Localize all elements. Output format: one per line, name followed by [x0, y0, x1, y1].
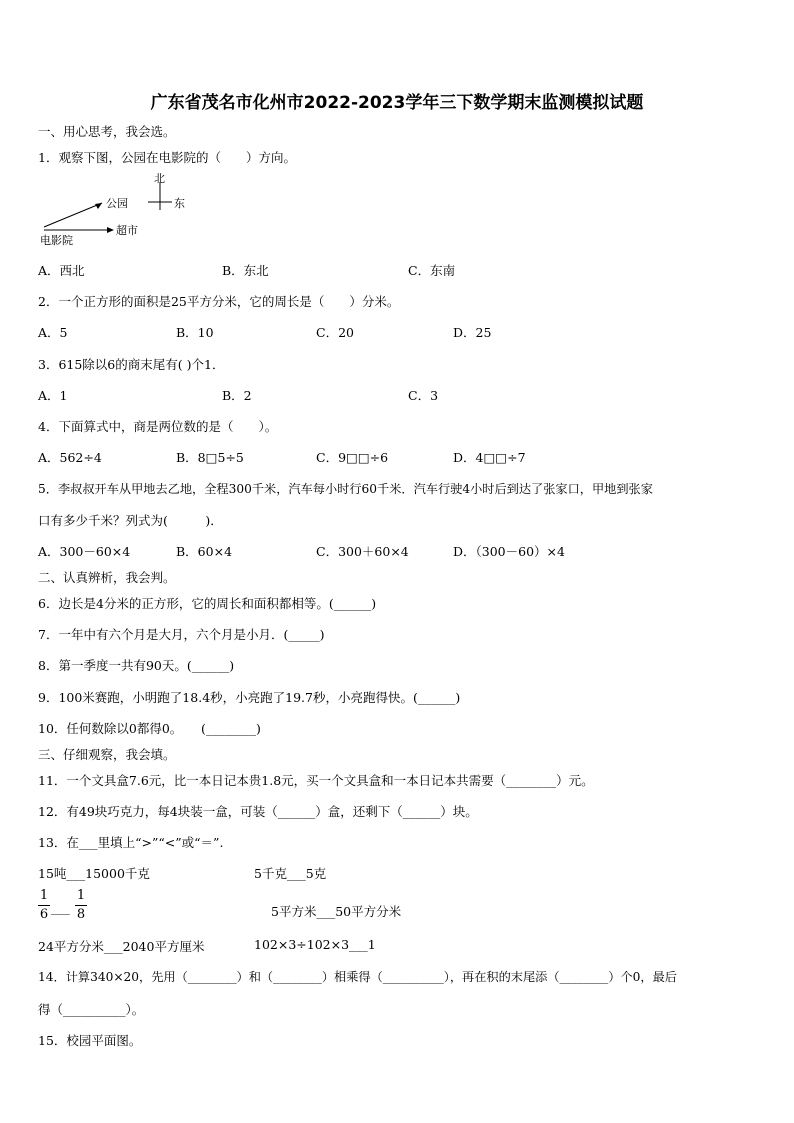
park-label: 公园: [106, 197, 128, 210]
question-10: 10．任何数除以0都得0。 (________): [38, 721, 261, 736]
question-8: 8．第一季度一共有90天。(______): [38, 658, 235, 673]
question-14-line-1: 14．计算340×20，先用（________）和（________）相乘得（__________），再在积的末尾添（________）个0，最后: [38, 970, 677, 984]
section-heading-3: 三、仔细观察，我会填。: [38, 747, 176, 762]
question-2: 2．一个正方形的面积是25平方分米，它的周长是（ ）分米。: [38, 294, 400, 309]
fraction-right-bar: [75, 905, 87, 906]
section-heading-2: 二、认真辨析，我会判。: [38, 570, 176, 585]
q4-option-b: B．8□5÷5: [176, 450, 244, 465]
arrow-to-park: [44, 203, 102, 227]
q1-option-c: C．东南: [408, 263, 456, 278]
question-9: 9．100米赛跑，小明跑了18.4秒，小亮跑了19.7秒，小亮跑得快。(______): [38, 690, 461, 705]
fraction-left-bar: [38, 905, 50, 906]
q4-option-d: D．4□□÷7: [453, 450, 526, 465]
fraction-left-denominator: 6: [39, 907, 49, 922]
fraction-right-denominator: 8: [76, 907, 86, 922]
question-15: 15．校园平面图。: [38, 1033, 142, 1048]
question-5-line-1: 5．李叔叔开车从甲地去乙地，全程300千米，汽车每小时行60千米．汽车行驶4小时后到达了张家口，甲地到张家: [38, 482, 653, 496]
q5-option-d: D．（300－60）×4: [453, 544, 565, 559]
q5-option-c: C．300＋60×4: [316, 544, 409, 559]
question-3: 3．615除以6的商末尾有( )个1．: [38, 357, 225, 372]
q13-fraction-left: [38, 888, 50, 923]
question-1: 1．观察下图，公园在电影院的（ ）方向。: [38, 150, 296, 165]
north-label: 北: [154, 172, 165, 185]
q13-item-e: 102×3÷102×3___1: [254, 937, 376, 952]
q2-option-c: C．20: [316, 325, 354, 340]
question-4: 4．下面算式中，商是两位数的是（ ）。: [38, 419, 278, 434]
q13-item-b: 5千克___5克: [254, 866, 327, 881]
q1-option-b: B．东北: [222, 263, 269, 278]
q3-option-b: B．2: [222, 388, 252, 403]
question-11: 11．一个文具盒7.6元，比一本日记本贵1.8元，买一个文具盒和一本日记本共需要（________）元。: [38, 773, 594, 788]
question-5-line-2: 口有多少千米？列式为( )．: [38, 513, 223, 528]
page-title: 广东省茂名市化州市2022-2023学年三下数学期末监测模拟试题: [150, 93, 644, 113]
cinema-label: 电影院: [40, 234, 73, 247]
question-7: 7．一年中有六个月是大月，六个月是小月．(_____): [38, 627, 325, 642]
question-13: 13．在___里填上“>”“<”或“＝”.: [38, 835, 224, 850]
q13-fraction-gap: ___: [51, 900, 70, 915]
q5-option-a: A．300－60×4: [38, 544, 131, 559]
q13-fraction-right: [75, 888, 87, 923]
q3-option-a: A．1: [38, 388, 68, 403]
section-heading-1: 一、用心思考，我会选。: [38, 124, 176, 139]
q5-option-b: B．60×4: [176, 544, 233, 559]
q13-item-a: 15吨___15000千克: [38, 866, 150, 881]
q2-option-b: B．10: [176, 325, 214, 340]
q4-option-a: A．562÷4: [38, 450, 102, 465]
q2-option-d: D．25: [453, 325, 492, 340]
q2-option-a: A．5: [38, 325, 68, 340]
q4-option-c: C．9□□÷6: [316, 450, 389, 465]
q3-option-c: C．3: [408, 388, 439, 403]
fraction-right-numerator: 1: [76, 888, 86, 903]
question-14-line-2: 得（__________）。: [38, 1002, 145, 1017]
fraction-left-numerator: 1: [39, 888, 49, 903]
direction-figure: [36, 170, 206, 250]
arrow-head-market: [107, 227, 114, 233]
q13-item-d: 24平方分米___2040平方厘米: [38, 939, 205, 954]
question-12: 12．有49块巧克力，每4块装一盒，可装（______）盒，还剩下（______）块。: [38, 804, 478, 819]
east-label: 东: [174, 197, 185, 210]
q13-item-c: 5平方米___50平方分米: [271, 904, 402, 919]
market-label: 超市: [116, 224, 138, 237]
question-6: 6．边长是4分米的正方形，它的周长和面积都相等。(______): [38, 596, 377, 611]
q1-option-a: A．西北: [38, 263, 85, 278]
